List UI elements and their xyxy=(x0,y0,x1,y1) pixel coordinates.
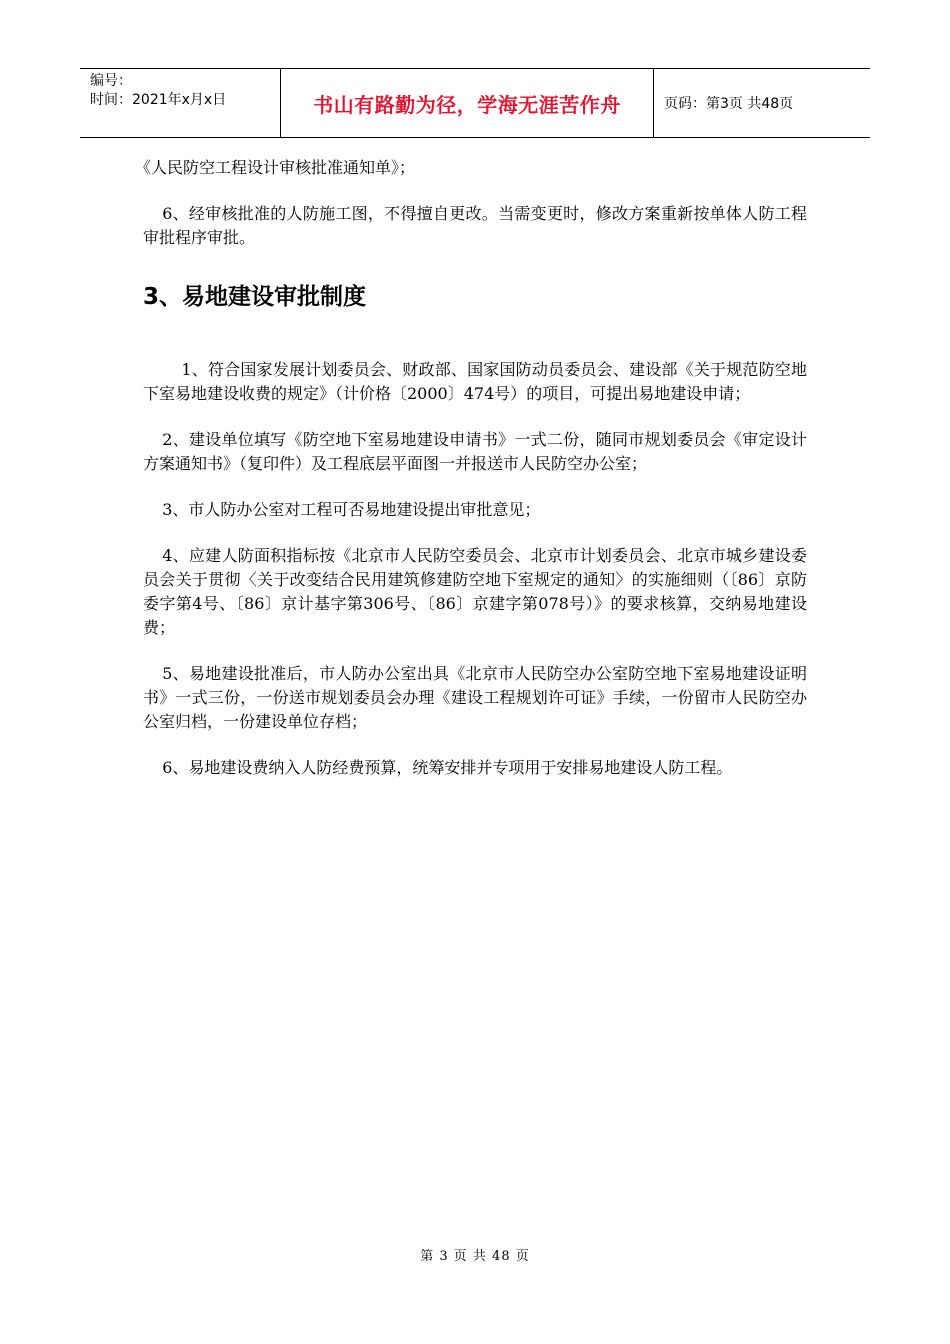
header-motto: 书山有路勤为径，学海无涯苦作舟 xyxy=(281,69,654,137)
section-title: 3、易地建设审批制度 xyxy=(143,284,367,310)
notice-paragraph: 《人民防空工程设计审核批准通知单》； xyxy=(135,158,416,177)
list-item: 3、市人防办公室对工程可否易地建设提出审批意见； xyxy=(162,500,541,519)
list-item: 2、建设单位填写《防空地下室易地建设申请书》一式二份，随同市规划委员会《审定设计方案通知书》（复印件）及工程底层平面图一并报送市人民防空办公室； xyxy=(143,430,807,473)
list-item: 5、易地建设批准后，市人防办公室出具《北京市人民防空办公室防空地下室易地建设证明书》一式三份，一份送市规划委员会办理《建设工程规划许可证》手续，一份留市人民防空办公室归档，一份建设单位存档； xyxy=(143,664,807,731)
header-meta xyxy=(80,69,281,137)
doc-time-label: 时间：2021年x月x日 xyxy=(90,92,227,108)
page-footer: 第 3 页 共 48 页 xyxy=(420,1249,530,1264)
list-item: 6、易地建设费纳入人防经费预算，统筹安排并专项用于安排易地建设人防工程。 xyxy=(162,758,733,777)
document-body xyxy=(135,156,807,780)
page-header xyxy=(80,68,870,138)
doc-number-label: 编号： xyxy=(90,73,132,89)
list-item: 1、符合国家发展计划委员会、财政部、国家国防动员委员会、建设部《关于规范防空地下室易地建设收费的规定》（计价格〔2000〕474号）的项目，可提出易地建设申请； xyxy=(143,360,807,403)
item-6-paragraph: 6、经审核批准的人防施工图，不得擅自更改。当需变更时，修改方案重新按单体人防工程审批程序审批。 xyxy=(143,204,807,247)
header-page-code: 页码：第3页 共48页 xyxy=(664,96,794,112)
list-item: 4、应建人防面积指标按《北京市人民防空委员会、北京市计划委员会、北京市城乡建设委员会关于贯彻〈关于改变结合民用建筑修建防空地下室规定的通知〉的实施细则（〔86〕京防委字第4号、〔86〕京计基字第306号、〔86〕京建字第078号）》的要求核算，交纳易地建设费； xyxy=(143,546,807,637)
